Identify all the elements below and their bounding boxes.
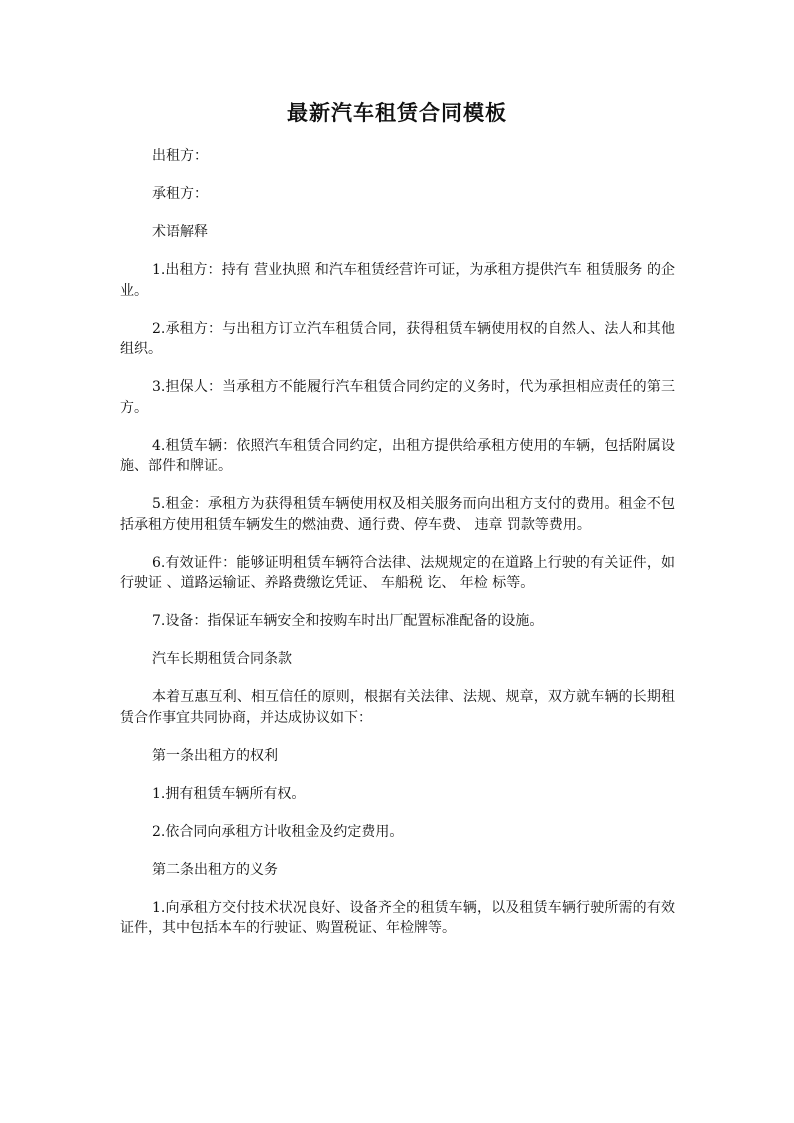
paragraph-term-1: 1.出租方：持有 营业执照 和汽车租赁经营许可证，为承租方提供汽车 租赁服务 的企业。 (120, 262, 675, 299)
paragraph-article-1-item-1: 1.拥有租赁车辆所有权。 (152, 785, 306, 802)
paragraph-term-6: 6.有效证件：能够证明租赁车辆符合法律、法规规定的在道路上行驶的有关证件，如 行驶证 、道路运输证、养路费缴讫凭证、 车船税 讫、 年检 标等。 (120, 554, 675, 591)
section-heading-terms-clauses: 汽车长期租赁合同条款 (152, 651, 292, 667)
article-heading-2: 第二条出租方的义务 (152, 861, 278, 878)
paragraph-article-2-item-1: 1.向承租方交付技术状况良好、设备齐全的租赁车辆，以及租赁车辆行驶所需的有效证件，其中包括本车的行驶证、购置税证、年检牌等。 (120, 899, 675, 936)
article-heading-1: 第一条出租方的权利 (152, 747, 278, 764)
paragraph-term-5: 5.租金：承租方为获得租赁车辆使用权及相关服务而向出租方支付的费用。租金不包括承租方使用租赁车辆发生的燃油费、通行费、停车费、 违章 罚款等费用。 (120, 496, 675, 533)
section-heading-terms: 术语解释 (152, 224, 208, 240)
paragraph-term-3: 3.担保人：当承租方不能履行汽车租赁合同约定的义务时，代为承担相应责任的第三方。 (120, 379, 675, 416)
document-body (120, 146, 675, 956)
paragraph-term-7: 7.设备：指保证车辆安全和按购车时出厂配置标准配备的设施。 (152, 613, 544, 629)
paragraph-preamble: 本着互惠互利、相互信任的原则，根据有关法律、法规、规章，双方就车辆的长期租赁合作事宜共同协商，并达成协议如下： (120, 689, 675, 726)
paragraph-lessor: 出租方： (152, 148, 208, 164)
paragraph-term-4: 4.租赁车辆：依照汽车租赁合同约定，出租方提供给承租方使用的车辆，包括附属设施、部件和牌证。 (120, 437, 675, 474)
document-title: 最新汽车租赁合同模板 (287, 101, 507, 125)
paragraph-lessee: 承租方： (152, 186, 208, 202)
paragraph-article-1-item-2: 2.依合同向承租方计收租金及约定费用。 (152, 823, 404, 840)
paragraph-term-2: 2.承租方：与出租方订立汽车租赁合同，获得租赁车辆使用权的自然人、法人和其他组织。 (120, 320, 675, 357)
